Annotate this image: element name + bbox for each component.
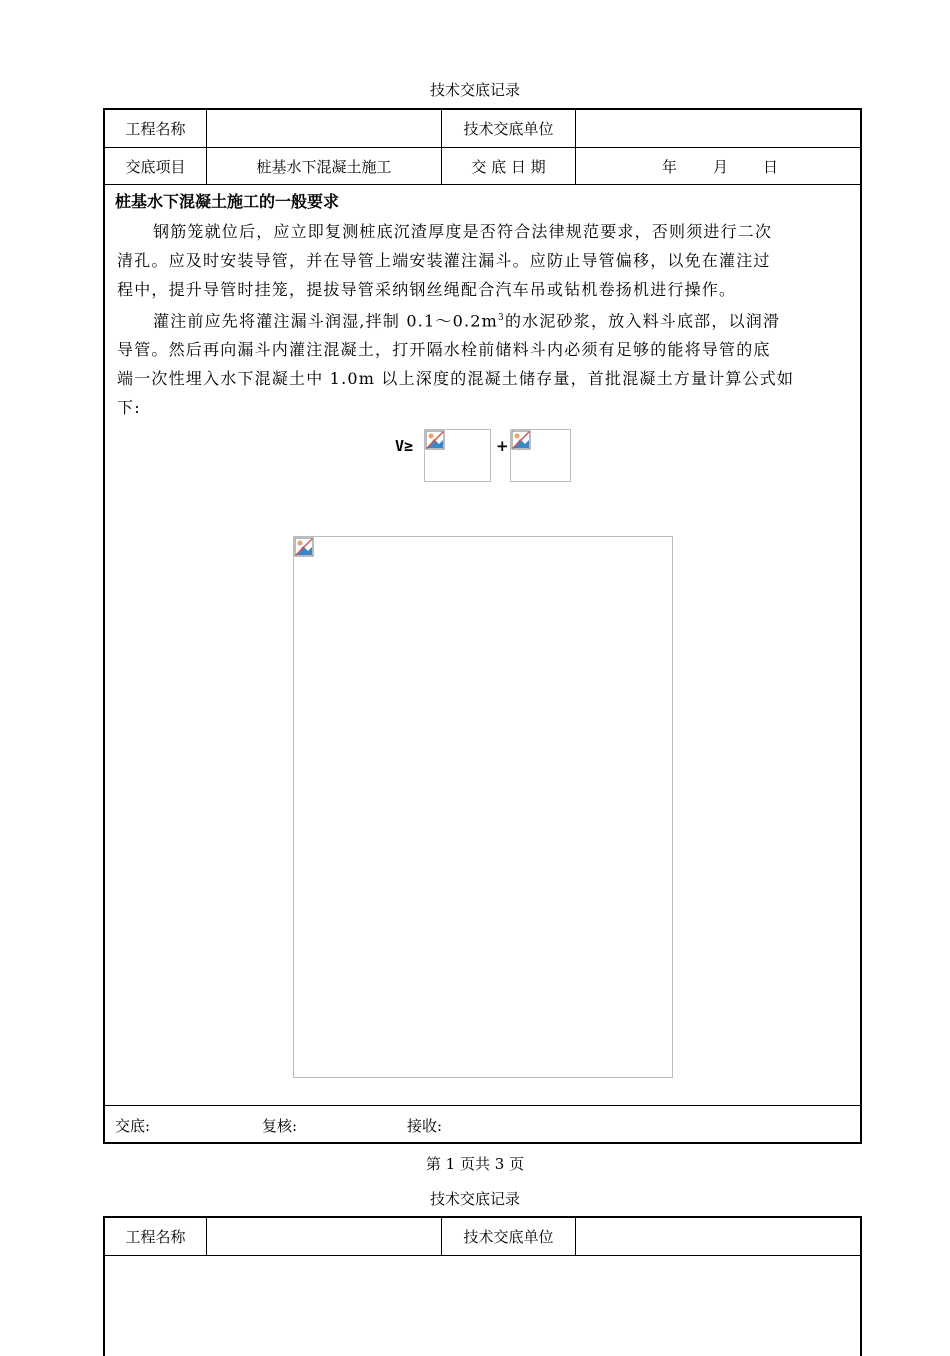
document-title-page-2: 技术交底记录 [429, 1190, 520, 1208]
paragraph-2 [117, 304, 853, 422]
formula-image-1 [424, 429, 491, 482]
unit-value[interactable] [576, 1218, 860, 1255]
item-label: 交底项目 [125, 157, 186, 176]
divider [105, 1105, 860, 1106]
superscript: 3 [498, 313, 505, 323]
project-name-label: 工程名称 [125, 120, 186, 138]
project-name-label: 工程名称 [125, 1228, 186, 1246]
content-area [105, 185, 860, 1105]
unit-value[interactable] [576, 110, 860, 147]
project-name-value[interactable] [207, 1218, 441, 1255]
handover-signature: 交底: [115, 1117, 151, 1135]
diagram-image [293, 536, 673, 1078]
broken-image-icon [425, 430, 445, 450]
date-label: 交 底 日 期 [471, 157, 546, 176]
record-table-page-2 [103, 1216, 862, 1356]
formula-plus: + [496, 437, 509, 455]
para2-text-after: 的水泥砂浆，放入料斗底部，以润滑 [504, 311, 781, 331]
review-signature: 复核: [262, 1117, 298, 1135]
receive-signature: 接收: [407, 1117, 443, 1135]
record-table [103, 108, 862, 1144]
para1-line: 钢筋笼就位后，应立即复测桩底沉渣厚度是否符合法律规范要求，否则须进行二次 [153, 222, 773, 241]
item-value[interactable]: 桩基水下混凝土施工 [256, 157, 392, 176]
para2-line: 下: [117, 398, 141, 418]
document-title: 技术交底记录 [429, 81, 520, 99]
date-value[interactable] [576, 148, 860, 184]
para1-line: 清孔。应及时安装导管，并在导管上端安装灌注漏斗。应防止导管偏移，以免在灌注过 [117, 251, 771, 270]
para2-text-before: 灌注前应先将灌注漏斗润湿,拌制 0.1～0.2m [153, 311, 499, 331]
para1-line: 程中，提升导管时挂笼，提拔导管采纳钢丝绳配合汽车吊或钻机卷扬机进行操作。 [117, 280, 737, 299]
divider [105, 1255, 860, 1256]
paragraph-1 [117, 217, 853, 304]
date-day: 日 [763, 157, 779, 176]
formula-lhs: V≥ [395, 437, 414, 455]
unit-label: 技术交底单位 [463, 1228, 554, 1246]
broken-image-icon [294, 537, 314, 557]
project-name-value[interactable] [207, 110, 441, 147]
date-year: 年 [662, 157, 678, 176]
unit-label: 技术交底单位 [463, 120, 554, 138]
para2-first-line [117, 304, 853, 335]
formula-image-2 [510, 429, 571, 482]
section-title: 桩基水下混凝土施工的一般要求 [115, 192, 340, 211]
date-month: 月 [713, 157, 729, 176]
para2-line: 端一次性埋入水下混凝土中 1.0m 以上深度的混凝土储存量，首批混凝土方量计算公式如 [117, 369, 795, 389]
para2-line: 导管。然后再向漏斗内灌注混凝土，打开隔水栓前储料斗内必须有足够的能将导管的底 [117, 340, 771, 360]
page-number: 第 1 页共 3 页 [425, 1155, 525, 1173]
broken-image-icon [511, 430, 531, 450]
